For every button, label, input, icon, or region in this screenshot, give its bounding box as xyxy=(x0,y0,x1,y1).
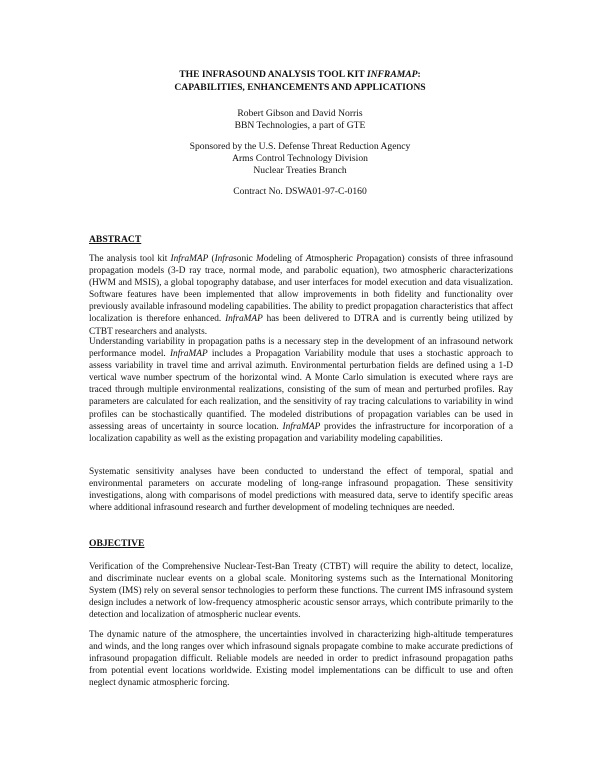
objective-paragraph-1: Verification of the Comprehensive Nuclear-Test-Ban Treaty (CTBT) will require the ability to detect, localize, and discriminate nuclear events on a global scale. Monitoring systems such as the International Monitoring System (IMS) rely on several sensor technologies to perform these functions. The current IMS infrasound system design includes a network of low-frequency atmospheric acoustic sensor arrays, which contribute primarily to the detection and localization of atmospheric nuclear events. xyxy=(89,562,513,621)
author-block xyxy=(60,108,540,132)
objective-paragraph-2: The dynamic nature of the atmosphere, the uncertainties involved in characterizing high-altitude temperatures and winds, and the long ranges over which infrasound signals propagate combine to make accurate predictions of infrasound propagation difficult. Reliable models are needed in order to predict infrasound propagation paths from potential event locations worldwide. Existing model implementations can be difficult to use and often neglect dynamic atmospheric forcing. xyxy=(89,630,513,689)
sponsor-line-2: Arms Control Technology Division xyxy=(232,153,368,164)
sponsor-line-3: Nuclear Treaties Branch xyxy=(253,165,347,176)
contract-number: Contract No. DSWA01-97-C-0160 xyxy=(233,186,367,197)
paper-title xyxy=(60,68,540,94)
title-line-2: CAPABILITIES, ENHANCEMENTS AND APPLICATIONS xyxy=(174,82,426,93)
abstract-paragraph-1: The analysis tool kit InfraMAP (Infrasonic Modeling of Atmospheric Propagation) consists of three infrasound propagation models (3-D ray trace, normal mode, and parabolic equation), two atmospheric characterizations (HWM and MSIS), a global topography database, and user interfaces for model execution and data visualization. Software features have been implemented that allow improvements in both fidelity and functionality over previously available infrasound modeling capabilities. The ability to predict propagation characteristics that affect localization is therefore enhanced. InfraMAP has been delivered to DTRA and is currently being utilized by CTBT researchers and analysts. xyxy=(89,254,513,337)
sponsor-line-1: Sponsored by the U.S. Defense Threat Reduction Agency xyxy=(189,141,411,152)
author-affiliation: BBN Technologies, a part of GTE xyxy=(234,120,366,131)
abstract-heading: ABSTRACT xyxy=(89,234,142,245)
objective-heading: OBJECTIVE xyxy=(89,538,145,549)
abstract-paragraph-2: Understanding variability in propagation paths is a necessary step in the development of an infrasound network performance model. InfraMAP includes a Propagation Variability module that uses a stochastic approach to assess variability in travel time and arrival azimuth. Environmental perturbation fields are defined using a 1-D vertical wave number spectrum of the horizontal wind. A Monte Carlo simulation is executed where rays are traced through multiple environmental realizations, consisting of the sum of mean and perturbed profiles. Ray parameters are calculated for each realization, and the sensitivity of ray tracing calculations to variability in wind profiles can be stochastically quantified. The modeled distributions of propagation variables can be used in assessing areas of uncertainty in source location. InfraMAP provides the infrastructure for incorporation of a localization capability as well as the existing propagation and variability modeling capabilities. xyxy=(89,337,514,444)
title-line-1: THE INFRASOUND ANALYSIS TOOL KIT INFRAMAP: xyxy=(179,69,421,80)
sponsor-block xyxy=(60,141,540,177)
abstract-paragraph-3: Systematic sensitivity analyses have been conducted to understand the effect of temporal, spatial and environmental parameters on accurate modeling of long-range infrasound propagation. These sensitivity investigations, along with comparisons of model predictions with measured data, serve to identify specific areas where additional infrasound research and further development of modeling techniques are needed. xyxy=(89,467,513,514)
author-names: Robert Gibson and David Norris xyxy=(237,108,363,119)
